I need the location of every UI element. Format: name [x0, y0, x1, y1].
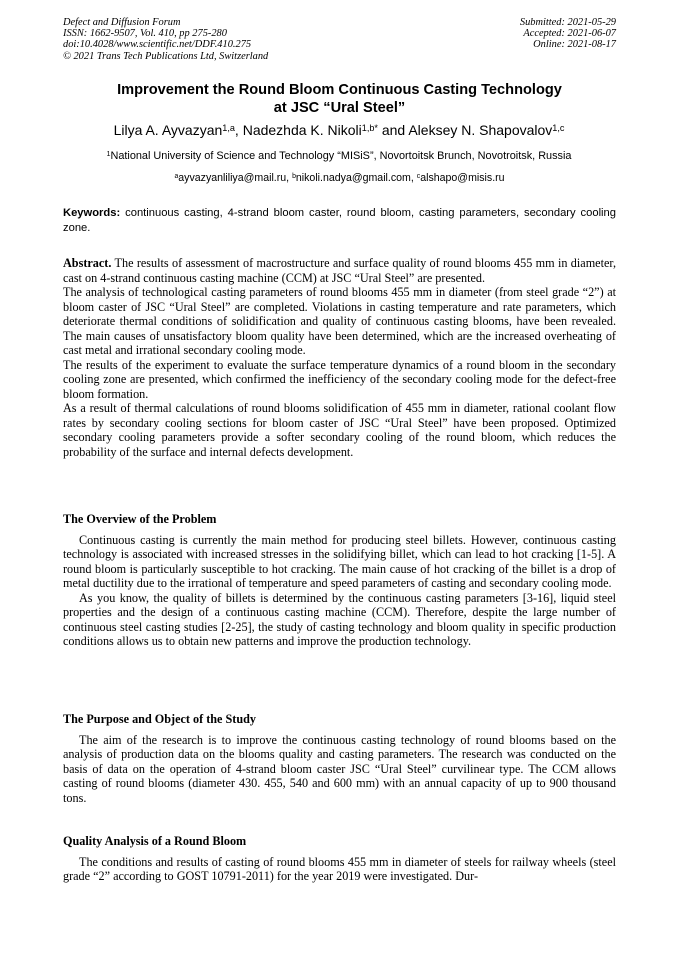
affiliation-mark: 1 [106, 149, 111, 158]
section-purpose [63, 712, 616, 805]
affiliation [30, 150, 648, 163]
paper-title [63, 82, 616, 117]
email-mark: c [416, 172, 421, 180]
abstract-paragraph: As a result of thermal calculations of round blooms solidification of 455 mm in diameter, rational coolant flow rates by secondary cooling sections for bloom caster of JSC “Ural Steel” have been proposed. Optimized secondary cooling parameters provide a softer secondary cooling of the round bloom, which reduces the probability of the surface and internal defects development. [63, 401, 616, 459]
author-affiliation-mark: 1,b* [361, 122, 378, 133]
author-affiliation-mark: 1,c [552, 122, 565, 133]
copyright: © 2021 Trans Tech Publications Ltd, Switzerland [63, 50, 269, 62]
section-heading: The Purpose and Object of the Study [63, 712, 256, 726]
author-separator: , [234, 122, 243, 138]
email-mark: a [174, 172, 179, 180]
journal-header-right [356, 17, 616, 51]
issn-volume: ISSN: 1662-9507, Vol. 410, pp 275-280 [63, 28, 227, 40]
title-line-1: Improvement the Round Bloom Continuous Casting Technology [117, 82, 562, 98]
section-overview [63, 512, 616, 649]
accepted-date: Accepted: 2021-06-07 [523, 28, 616, 40]
author-name: Lilya A. Ayvazyan [113, 122, 223, 138]
section-heading: The Overview of the Problem [63, 512, 217, 526]
online-date: Online: 2021-08-17 [533, 39, 616, 51]
email-address[interactable]: alshapo@misis.ru [420, 172, 505, 184]
doi[interactable]: doi:10.4028/www.scientific.net/DDF.410.275 [63, 39, 252, 51]
title-line-2: at JSC “Ural Steel” [273, 99, 406, 116]
abstract-text: The results of assessment of macrostructure and surface quality of round blooms 455 mm in diameter, cast on 4-strand continuous casting machine (CCM) at JSC “Ural Steel” are presented. [63, 256, 616, 285]
author-affiliation-mark: 1,a [222, 122, 235, 133]
email-mark: b [292, 172, 296, 180]
author-separator: and [377, 122, 409, 138]
abstract-label: Abstract. [63, 256, 112, 270]
journal-header-left [63, 17, 363, 62]
section-heading: Quality Analysis of a Round Bloom [63, 834, 247, 848]
journal-name: Defect and Diffusion Forum [63, 17, 181, 28]
keywords-text: continuous casting, 4-strand bloom caster, round bloom, casting parameters, secondary cooling zone. [63, 207, 616, 234]
author-list [40, 122, 638, 139]
abstract-paragraph [63, 256, 616, 285]
author-name: Nadezhda K. Nikoli [242, 122, 362, 138]
email-address[interactable]: nikoli.nadya@gmail.com, [295, 172, 417, 184]
body-paragraph: The aim of the research is to improve the continuous casting technology of round blooms based on the analysis of production data on the blooms quality and casting parameters. The research was conducted on the basis of data on the operation of 4-strand bloom caster JSC “Ural Steel” curvilinear type. The CCM allows casting of round blooms (diameter 430. 455, 540 and 600 mm) with an annual capacity of up to 900 thousand tons. [63, 732, 616, 805]
email-address[interactable]: ayvazyanliliya@mail.ru, [178, 172, 293, 184]
submitted-date: Submitted: 2021-05-29 [519, 17, 616, 28]
affiliation-text: National University of Science and Technology “MISiS”, Novortoitsk Brunch, Novotroitsk, Russia [110, 150, 572, 162]
keywords-label: Keywords: [63, 207, 121, 219]
section-quality-analysis [63, 834, 616, 884]
author-emails [63, 172, 616, 185]
abstract [63, 256, 616, 459]
abstract-paragraph: The results of the experiment to evaluate the surface temperature dynamics of a round bloom in the secondary cooling zone are presented, which confirmed the inefficiency of the secondary cooling mode for the defect-free bloom formation. [63, 357, 616, 401]
keywords [63, 206, 616, 235]
author-name: Aleksey N. Shapovalov [408, 122, 553, 138]
abstract-paragraph: The analysis of technological casting parameters of round blooms 455 mm in diameter (from steel grade “2”) at bloom caster of JSC “Ural Steel” are completed. Violations in casting temperature and rate parameters, which deteriorate thermal conditions of solidification and quality of continuous casting blooms, have been revealed. The main causes of unsatisfactory bloom quality have been determined, which are the increased overheating of cast metal and irrational secondary cooling mode. [63, 285, 616, 357]
body-paragraph: The conditions and results of casting of round blooms 455 mm in diameter of steels for railway wheels (steel grade “2” according to GOST 10791-2011) for the year 2019 were investigated. Dur- [63, 854, 616, 883]
body-paragraph: Continuous casting is currently the main method for producing steel billets. However, continuous casting technology is associated with increased stresses in the solidifying billet, which can lead to hot cracking [1-5]. A round bloom is particularly susceptible to hot cracking. The main cause of hot cracking of the billet is a drop of metal ductility due to the irrational of temperature and speed parameters of casting and secondary cooling mode. [63, 532, 616, 590]
body-paragraph: As you know, the quality of billets is determined by the continuous casting parameters [3-16], liquid steel properties and the design of a continuous casting machine (CCM). Therefore, despite the large number of continuous steel casting studies [2-25], the study of casting technology and bloom quality in specific production conditions allows us to obtain new patterns and improve the production technology. [63, 590, 616, 648]
